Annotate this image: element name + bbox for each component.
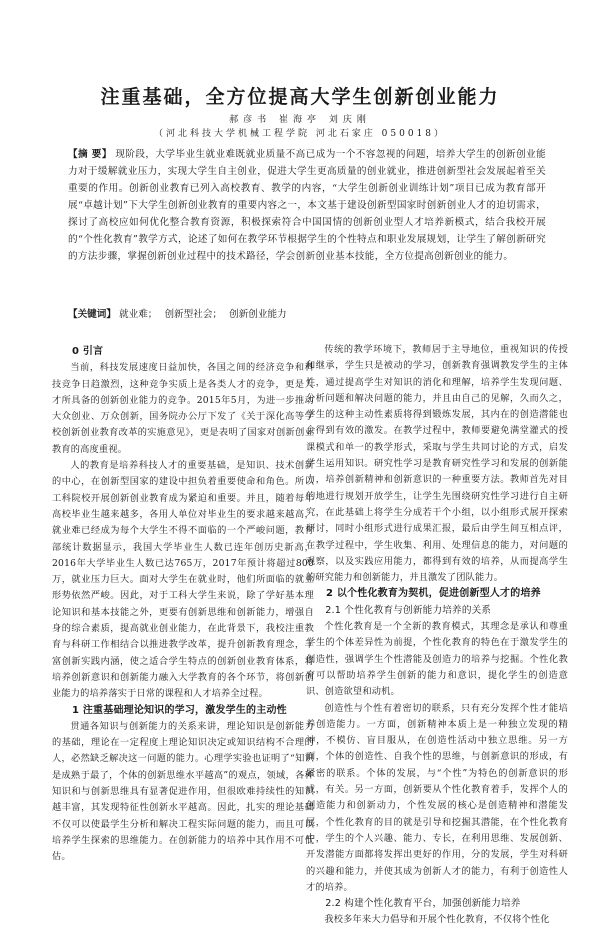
keyword-item: 创新创业能力	[229, 309, 287, 320]
body-paragraph: 创造性与个性有着密切的联系，只有充分发挥个性才能培养创造能力。一方面，创新精神本质上是一种独立发现的精神，不模仿、盲目服从，在创造性活动中独立思维。另一方面，个体的创造性、自我个性的思维，与创新意识的形成，有紧密的联系。个体的发展，与“个性”为特色的创新意识的形成，有关。另一方面，创新要从个性化教育着手，发挥个人的创造能力和创新动力，个性发展的核心是创造精神和潜能发展，个性化教育的目的就是引导和挖掘其潜能，在个性化教育中，学生的个人兴趣、能力、专长，在利用思维、发展创新、开发潜能方面都将发挥出更好的作用，分的发展，学生对科研的兴趣和能力，并使其成为创新人才的能力，有利于创造性人才的培养。	[306, 702, 568, 893]
abstract-block	[68, 146, 546, 265]
author-affiliation: （河北科技大学机械工程学院 河北石家庄 050018）	[153, 129, 447, 139]
keyword-item: 就业难；	[119, 309, 158, 320]
section-heading: 2 以个性化教育为契机，促进创新型人才的培养	[326, 588, 541, 600]
body-paragraph: 贯通各知识与创新能力的关系来讲，理论知识是创新能力的基础，理论在一定程度上理论知识决定或知识结构不合理的人，必然缺乏解决这一问题的能力。心理学实验也证明了“知识是成熟于最了，个体的创新思维水平越高”的观点，领域，各种知识和与创新思维具有显著促进作用，但很欧难持续性的知识越丰富，其发现特征性创新水平越高。因此，扎实的理论基础不仅可以使最学生分析和解决工程实际问题的能力，而且可以培养学生探索的思维能力。在创新能力的培养中其作用不可低估。	[52, 720, 314, 863]
body-paragraph: 人的教育是培养科技人才的重要基础，是知识、技术创新的中心，在创新型国家的建设中担负着重要使命和角色。所以工科院校开展创新创业教育成为紧迫和重要。并且，随着每年高校毕业生越来越多，各用人单位对毕业生的要求越来越高，就业难已经成为每个大学生不得不面临的一个严峻问题，教育部统计数据显示，我国大学毕业生人数已连年创历史新高，2016年大学毕业生人数已达765万，2017年预计将超过800万，就业压力巨大。面对大学生在就业时，他们所面临的就业形势依然严峻。因此，对于工科大学生来说，除了学好基本理论知识和基本技能之外，更要有创新思维和创新能力，增强自身的综合素质，提高就业创业能力，在此背景下，我校注重教育与科研工作相结合以推进教学改革，提升创新教育理念，丰富创新实践内涵，使之适合学生特点的创新创业教育体系，将培养创新意识和创新能力融入大学教育的各个环节，将创新创业能力的培养落实于日常的课程和人才培养全过程。	[52, 460, 314, 700]
body-paragraph: 我校多年来大力倡导和开展个性化教育，不仅将个性化	[324, 914, 550, 926]
abstract-tag: 【摘 要】	[68, 149, 112, 160]
keyword-item: 创新型社会；	[164, 309, 223, 320]
body-paragraph: 当前，科技发展速度日益加快，各国之间的经济竞争和科技竞争日趋激烈，这种竞争实质上是各类人才的竞争，更是人才所具备的创新创业能力的竞争。2015年5月，为进一步推动大众创业、万众创新，国务院办公厅下发了《关于深化高等学校创新创业教育改革的实施意见》，更是表明了国家对创新创业教育的高度重视。	[52, 362, 314, 455]
body-column-right	[306, 342, 568, 929]
keywords-block	[68, 306, 546, 323]
subsection-heading: 2.1 个性化教育与创新能力培养的关系	[325, 604, 492, 616]
subsection-heading: 2.2 构建个性化教育平台，加强创新能力培养	[325, 898, 521, 910]
paper-title: 注重基础，全方位提高大学生创新创业能力	[100, 86, 500, 108]
body-paragraph: 个性化教育是一个全新的教育模式，其理念是承认和尊重学生的个体差异性为前提，个性化教育的特色在于激发学生的创造性，强调学生个性潜能及创造力的培养与挖掘。个性化教育可以帮助培养学生创新的能力和意识，提化学生的创造意识、创造欲望和动机。	[306, 621, 568, 698]
body-column-left	[52, 344, 314, 866]
section-heading: 0 引言	[72, 346, 104, 357]
section-heading: 1 注重基础理论知识的学习，激发学生的主动性	[72, 704, 287, 716]
body-paragraph: 传统的教学环境下，教师居于主导地位，重视知识的传授和继承，学生只是被动的学习，创新教育强调教发学生的主体性，通过提高学生对知识的消化和理解，培养学生发现问题、分析问题和解决问题的能力，并且由自己的见解，久而久之，学生的这种主动性素质将得到锻炼发展，其内在的创造潜能也会得到有效的激发。在教学过程中，教师要避免满堂灌式的授课模式和单一的教学形式，采取与学生共同讨论的方式，启发学生运用知识。研究性学习是教育研究性学习和发展的创新能力，培养创新精神和创新意识的一种重要方法。教师首先对目的地进行规划开放学生，让学生先围绕研究性学习进行自主研究，在此基础上将学生分成若干个小组，以小组形式展开探索研讨，同时小组形式进行成果汇报，最后由学生间互相点评，在教学过程中，学生收集、利用、处理信息的能力，对问题的观察，以及实践应用能力，都得到有效的培养，从而提高学生的研究能力和创新能力，并且激发了团队能力。	[306, 344, 568, 584]
author-list: 郝彦书 崔海亭 刘庆刚	[229, 115, 371, 125]
keywords-tag: 【关键词】	[68, 309, 116, 320]
abstract-text: 现阶段，大学毕业生就业难既就业质量不高已成为一个不容忽视的问题，培养大学生的创新创业能力对于缓解就业压力，实现大学生自主创业，促进大学生更高质量的创业就业，推进创新型社会发展起着至关重要的作用。创新创业教育已列入高校教育、教学的内容，“大学生创新创业训练计划”项目已成为教育部开展“卓越计划”下大学生创新创业教育的重要内容之一，本文基于建设创新型国家时创新创业人才的迫切需求，探讨了高校应如何优化整合教育资源，积极探索符合中国国情的创新创业型人才培养新模式，结合我校开展的“个性化教育”教学方式，论述了如何在教学环节根据学生的个性特点和职业发展规划，让学生了解创新研究的方法步骤，掌握创新创业过程中的技术路径，学会创新创业基本技能，全方位提高创新创业的能力。	[68, 149, 546, 262]
